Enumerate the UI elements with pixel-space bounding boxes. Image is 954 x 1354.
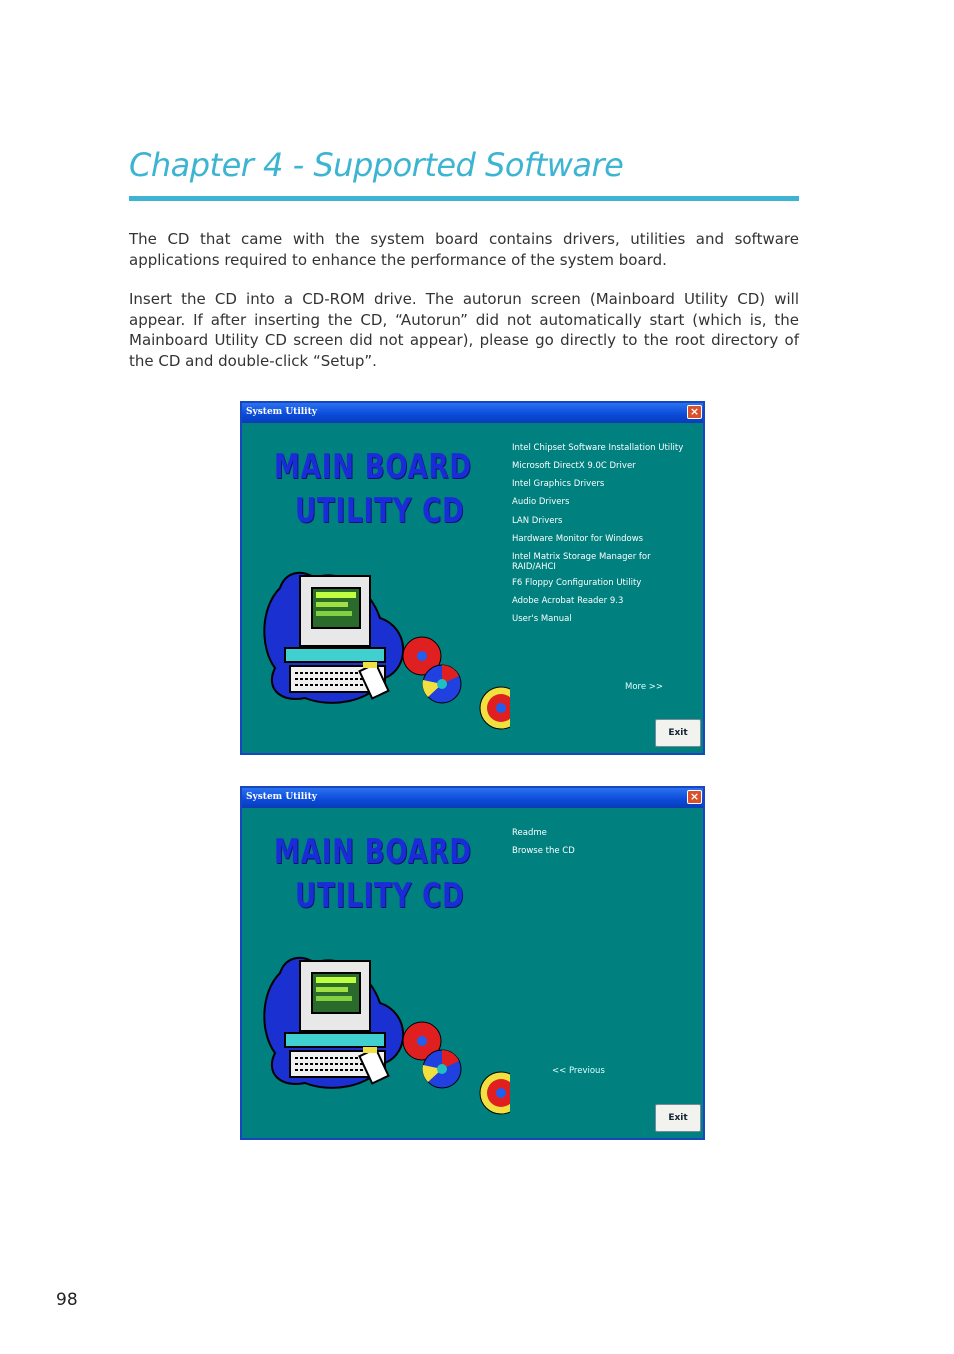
menu-item-browse-cd[interactable]: Browse the CD: [512, 846, 575, 856]
menu-item-directx[interactable]: Microsoft DirectX 9.0C Driver: [512, 461, 636, 471]
menu-item-lan[interactable]: LAN Drivers: [512, 516, 563, 526]
menu-item-chipset[interactable]: Intel Chipset Software Installation Utility: [512, 443, 684, 453]
instructions-paragraph: Insert the CD into a CD-ROM drive. The autorun screen (Mainboard Utility CD) will appear. If after inserting the CD, “Autorun” did not automatically start (which is, the Mainboard Utility CD screen did not appear), please go directly to the root directory of the CD and double-click “Setup”.: [129, 290, 799, 370]
logo-line1: MAIN BOARD: [274, 447, 472, 487]
menu-item-readme[interactable]: Readme: [512, 828, 547, 838]
close-button[interactable]: ×: [687, 790, 702, 804]
window-title: System Utility: [246, 792, 317, 802]
computer-clipart-icon: [260, 943, 510, 1123]
menu-item-f6-floppy[interactable]: F6 Floppy Configuration Utility: [512, 578, 642, 588]
menu-item-users-manual[interactable]: User's Manual: [512, 614, 572, 624]
close-button[interactable]: ×: [687, 405, 702, 419]
title-rule: [129, 196, 799, 201]
chapter-title: Chapter 4 - Supported Software: [129, 146, 624, 184]
system-utility-window-main: [240, 401, 705, 755]
page-number: 98: [56, 1290, 78, 1310]
window-titlebar[interactable]: [242, 403, 703, 423]
intro-paragraph: The CD that came with the system board contains drivers, utilities and software applications required to enhance the performance of the system board.: [129, 230, 799, 269]
window-title: System Utility: [246, 407, 317, 417]
exit-button[interactable]: Exit: [655, 1104, 701, 1132]
logo-line2: UTILITY CD: [295, 491, 465, 531]
system-utility-window-more: [240, 786, 705, 1140]
computer-clipart-icon: [260, 558, 510, 738]
menu-item-hardware-monitor[interactable]: Hardware Monitor for Windows: [512, 534, 644, 544]
logo-line1: MAIN BOARD: [274, 832, 472, 872]
menu-item-audio[interactable]: Audio Drivers: [512, 497, 570, 507]
logo-line2: UTILITY CD: [295, 876, 465, 916]
previous-link[interactable]: << Previous: [552, 1066, 605, 1076]
menu-item-graphics[interactable]: Intel Graphics Drivers: [512, 479, 605, 489]
exit-button[interactable]: Exit: [655, 719, 701, 747]
menu-item-acrobat[interactable]: Adobe Acrobat Reader 9.3: [512, 596, 624, 606]
menu-item-matrix-storage[interactable]: Intel Matrix Storage Manager for RAID/AHCI: [512, 552, 651, 572]
more-link[interactable]: More >>: [625, 682, 664, 692]
window-titlebar[interactable]: [242, 788, 703, 808]
